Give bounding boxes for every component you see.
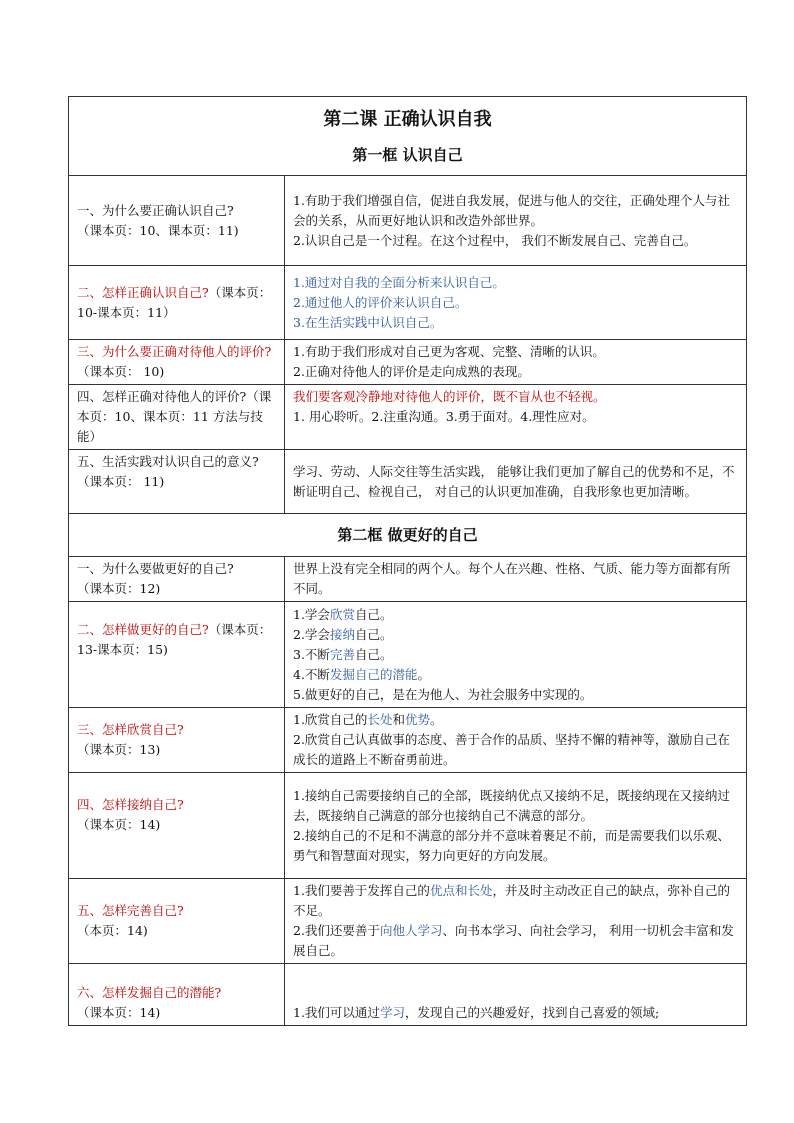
answer-text: 1.学会 <box>293 606 330 622</box>
answer-text: 自己。 <box>354 626 393 642</box>
question-page-ref: （课本页： 11) <box>77 474 165 489</box>
answer-line: 3.在生活实践中认识自己。 <box>293 314 443 330</box>
table-row <box>69 340 747 385</box>
answer-keyword: 优势 <box>404 712 430 727</box>
answer-cell <box>285 450 747 514</box>
question-cell <box>69 450 285 514</box>
title-row <box>69 97 747 176</box>
notes-table <box>68 96 747 1026</box>
answer-keyword: 向他人学习 <box>379 923 443 938</box>
answer-cell <box>285 385 747 450</box>
answer-cell <box>285 340 747 385</box>
answer-text: 1.欣赏自己的 <box>293 712 368 727</box>
answer-line: 2.欣赏自己认真做事的态度、善于合作的品质、坚持不懈的精神等，激励自己在成长的道路上不断奋勇前进。 <box>293 732 730 767</box>
frame1-title: 第一框 认识自己 <box>352 146 463 164</box>
title-cell <box>69 97 747 176</box>
question-text: 三、为什么要正确对待他人的评价? <box>77 344 272 359</box>
answer-text: 1.我们可以通过 <box>293 1005 380 1020</box>
question-page-ref: （课本页： 10) <box>77 364 165 379</box>
answer-text: 2.学会 <box>293 626 330 642</box>
answer-line <box>293 1003 738 1023</box>
answer-text: 。 <box>417 666 430 682</box>
answer-text: 1.我们要善于发挥自己的 <box>293 883 430 898</box>
question-text: 五、生活实践对认识自己的意义? <box>77 454 259 469</box>
answer-line: 1.有助于我们增强自信，促进自我发展，促进与他人的交往，正确处理个人与社会的关系，从而更好地认识和改造外部世界。 <box>293 192 730 228</box>
table-row <box>69 557 747 602</box>
question-cell <box>69 266 285 340</box>
answer-line: 2.正确对待他人的评价是走向成熟的表现。 <box>293 364 530 379</box>
answer-line: 1. 用心聆听。2.注重沟通。3.勇于面对。4.理性应对。 <box>293 409 595 424</box>
answer-line <box>293 921 738 961</box>
question-cell <box>69 176 285 266</box>
answer-line: 2.接纳自己的不足和不满意的部分并不意味着裹足不前，而是需要我们以乐观、勇气和智慧面对现实，努力向更好的方向发展。 <box>293 827 730 863</box>
table-row <box>69 964 747 1026</box>
answer-line: 1.通过对自我的全面分析来认识自己。 <box>293 274 505 290</box>
answer-text: 、向书本学习、向社会学习， 利用一切机会丰富和发展自己。 <box>293 923 734 958</box>
table-row <box>69 773 747 879</box>
question-cell <box>69 879 285 964</box>
table-row <box>69 385 747 450</box>
lesson-title: 第二课 正确认识自我 <box>323 109 492 130</box>
answer-text: ，并及时主动改正自己的缺点，弥补自己的不足。 <box>293 883 730 918</box>
answer-line <box>293 625 738 645</box>
answer-cell <box>285 773 747 879</box>
question-page-ref: （课本页：13) <box>77 742 161 757</box>
answer-text: 自己。 <box>354 646 393 662</box>
answer-line: 5.做更好的自己，是在为他人、为社会服务中实现的。 <box>293 686 593 702</box>
table-row <box>69 176 747 266</box>
answer-keyword: 优点和长处 <box>429 883 493 898</box>
question-cell <box>69 602 285 708</box>
question-page-ref: （课本页：14) <box>77 1005 161 1020</box>
frame2-title: 第二框 做更好的自己 <box>69 514 747 557</box>
question-page-ref: （课本页：10-课本页：11） <box>77 284 272 320</box>
question-page-ref: （课本页：10、课本页：11) <box>77 222 239 238</box>
table-row <box>69 266 747 340</box>
question-cell <box>69 773 285 879</box>
answer-keyword: 接纳 <box>329 626 355 642</box>
question-cell <box>69 385 285 450</box>
document-sheet <box>68 96 746 1026</box>
question-text: 二、怎样正确认识自己? <box>77 284 209 300</box>
answer-line <box>293 665 738 685</box>
answer-line: 学习、劳动、人际交往等生活实践， 能够让我们更加了解自己的优势和不足，不断证明自己、检视自己， 对自己的认识更加准确，自我形象也更加清晰。 <box>293 463 735 499</box>
table-row <box>69 879 747 964</box>
question-page-ref: （课本页：14) <box>77 817 161 832</box>
question-page-ref: （本页：14) <box>77 923 148 938</box>
table-row <box>69 708 747 773</box>
answer-line: 2.认识自己是一个过程。在这个过程中， 我们不断发展自己、完善自己。 <box>293 232 697 248</box>
question-page-ref: （课本页：12) <box>77 581 161 596</box>
answer-text: 4.不断 <box>293 666 330 682</box>
answer-line: 我们要客观冷静地对待他人的评价，既不盲从也不轻视。 <box>293 389 606 404</box>
answer-text: 和 <box>392 712 405 727</box>
question-cell <box>69 708 285 773</box>
answer-cell <box>285 266 747 340</box>
answer-cell <box>285 708 747 773</box>
answer-line <box>293 605 738 625</box>
answer-line: 1.接纳自己需要接纳自己的全部，既接纳优点又接纳不足，既接纳现在又接纳过去，既接纳自己满意的部分也接纳自己不满意的部分。 <box>293 787 730 823</box>
section-row <box>69 514 747 557</box>
answer-keyword: 学习 <box>379 1005 405 1020</box>
answer-line: 2.通过他人的评价来认识自己。 <box>293 294 468 310</box>
answer-text: 自己。 <box>354 606 393 622</box>
answer-text: 。 <box>429 712 443 727</box>
answer-text: ，发现自己的兴趣爱好，找到自己喜爱的领域; <box>404 1005 660 1020</box>
answer-line <box>293 645 738 665</box>
question-page-ref: （课本页：10、课本页：11 方法与技能） <box>77 389 272 444</box>
answer-line <box>293 881 738 921</box>
table-row <box>69 450 747 514</box>
answer-line <box>293 710 738 730</box>
answer-keyword: 欣赏 <box>329 606 355 622</box>
question-text: 一、为什么要正确认识自己? <box>77 202 234 218</box>
question-text: 四、怎样正确对待他人的评价? <box>77 389 247 404</box>
answer-cell <box>285 557 747 602</box>
question-text: 四、怎样接纳自己? <box>77 797 184 812</box>
question-page-ref: （课本页：13-课本页：15) <box>77 622 272 657</box>
question-cell <box>69 340 285 385</box>
table-row <box>69 602 747 708</box>
answer-text: 3.不断 <box>293 646 330 662</box>
answer-keyword: 发掘自己的潜能 <box>329 666 418 682</box>
question-text: 一、为什么要做更好的自己? <box>77 561 234 576</box>
answer-cell <box>285 879 747 964</box>
answer-keyword: 长处 <box>367 712 393 727</box>
answer-text: 2.我们还要善于 <box>293 923 380 938</box>
question-text: 五、怎样完善自己? <box>77 903 184 918</box>
answer-keyword: 完善 <box>329 646 355 662</box>
question-text: 三、怎样欣赏自己? <box>77 722 184 737</box>
question-cell <box>69 557 285 602</box>
question-text: 六、怎样发掘自己的潜能? <box>77 985 222 1000</box>
answer-cell <box>285 602 747 708</box>
answer-cell <box>285 964 747 1026</box>
answer-line: 世界上没有完全相同的两个人。每个人在兴趣、性格、气质、能力等方面都有所不同。 <box>293 561 731 596</box>
question-text: 二、怎样做更好的自己? <box>77 622 209 637</box>
answer-cell <box>285 176 747 266</box>
answer-line: 1.有助于我们形成对自己更为客观、完整、清晰的认识。 <box>293 344 605 359</box>
question-cell <box>69 964 285 1026</box>
